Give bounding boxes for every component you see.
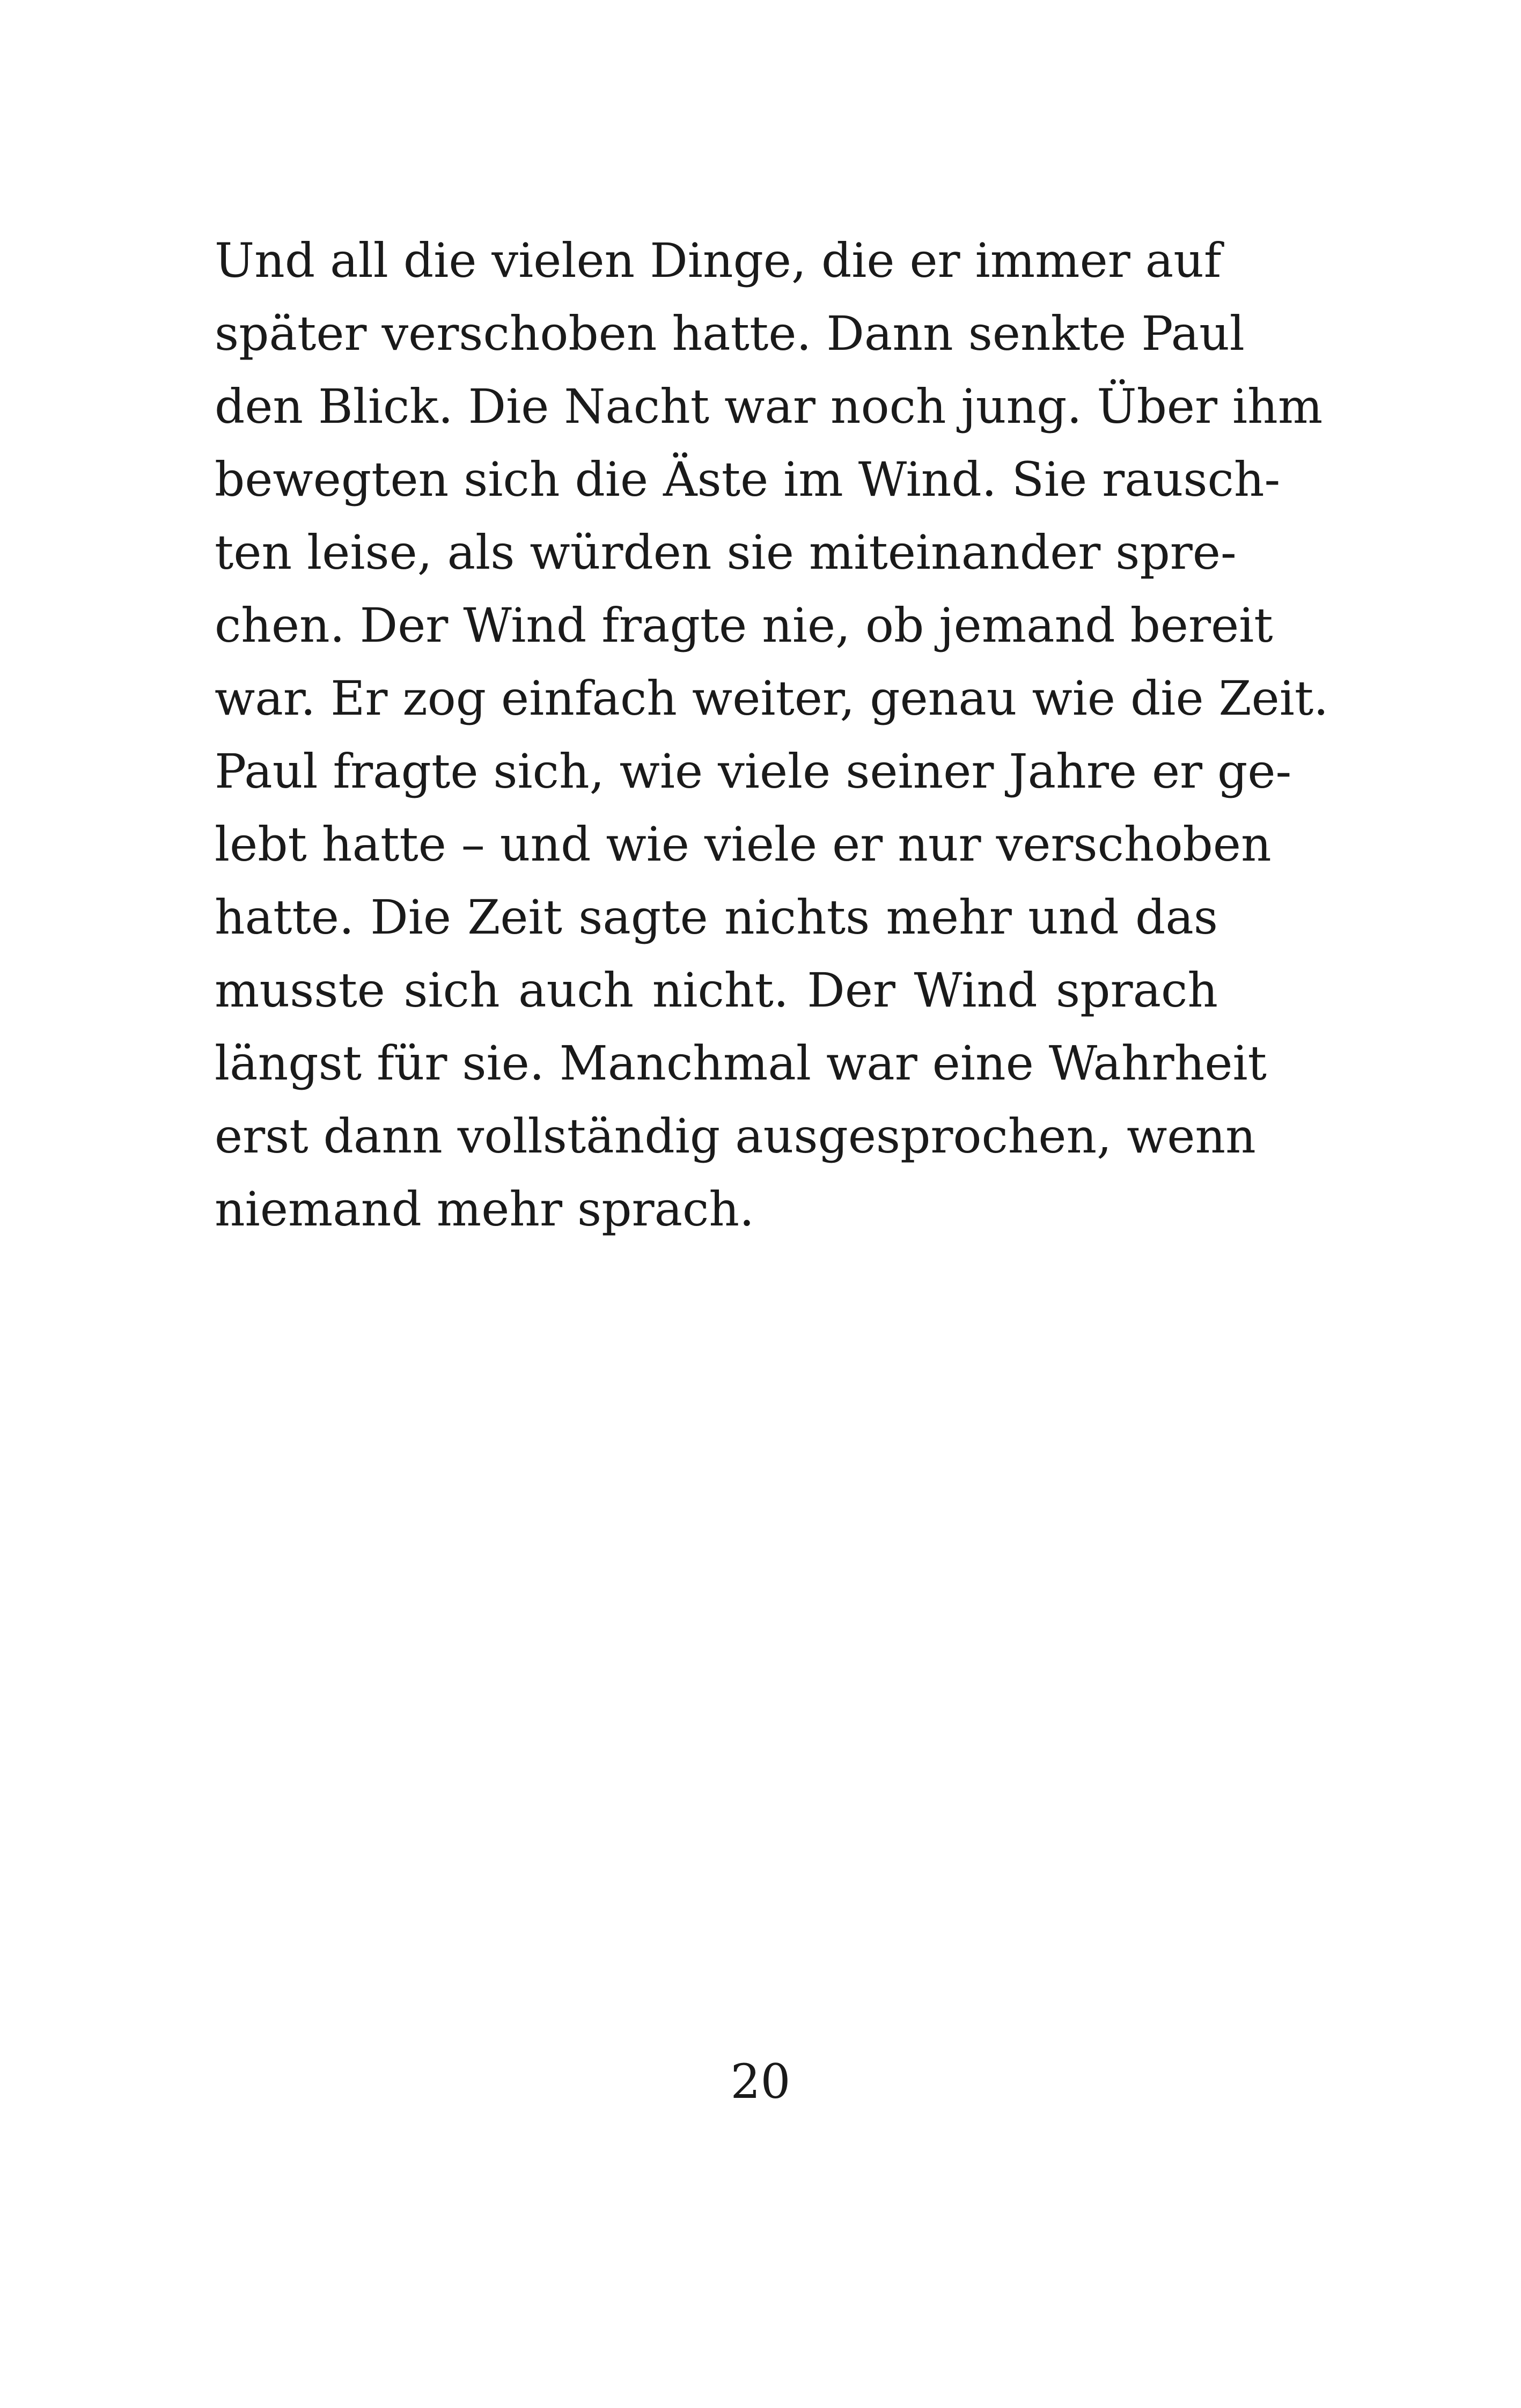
body-paragraph <box>215 224 1329 1246</box>
text-line: später verschoben hatte. Dann senkte Paul <box>215 306 1245 361</box>
text-line: Und all die vielen Dinge, die er immer auf <box>215 233 1222 288</box>
text-line: längst für sie. Manchmal war eine Wahrheit <box>215 1036 1267 1091</box>
text-line: erst dann vollständig ausgesprochen, wenn <box>215 1108 1256 1164</box>
text-line: chen. Der Wind fragte nie, ob jemand bereit <box>215 598 1273 653</box>
page-number: 20 <box>730 2054 791 2109</box>
text-line: Paul fragte sich, wie viele seiner Jahre er ge- <box>215 744 1292 799</box>
text-line: hatte. Die Zeit sagte nichts mehr und das <box>215 890 1218 945</box>
text-line: musste sich auch nicht. Der Wind sprach <box>215 963 1218 1018</box>
text-line: den Blick. Die Nacht war noch jung. Über ihm <box>215 379 1323 434</box>
text-line: war. Er zog einfach weiter, genau wie die Zeit. <box>215 671 1329 726</box>
text-line: bewegten sich die Äste im Wind. Sie rausch- <box>215 452 1281 507</box>
text-line: ten leise, als würden sie miteinander spre- <box>215 525 1237 580</box>
text-line: niemand mehr sprach. <box>215 1181 754 1237</box>
text-line: lebt hatte – und wie viele er nur verschoben <box>215 817 1272 872</box>
